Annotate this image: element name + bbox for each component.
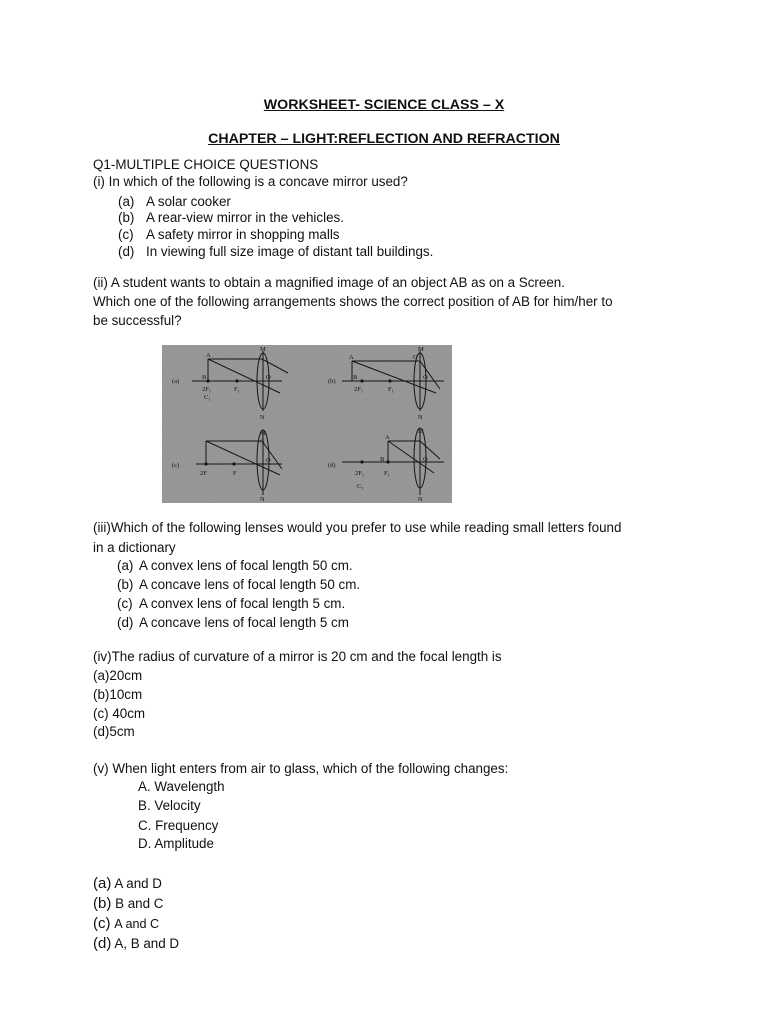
- label-d-B: B: [380, 456, 385, 463]
- panel-d-tag: (d): [328, 462, 336, 469]
- panel-c-tag: (c): [172, 462, 180, 469]
- q5-item-d: D. Amplitude: [138, 836, 214, 851]
- label-a-M: M: [260, 346, 266, 353]
- q5-answer-d: (d) A, B and D: [93, 935, 180, 952]
- label-d-N: N: [418, 496, 423, 503]
- label-a-O: O: [266, 374, 271, 381]
- label-c-M: M: [260, 430, 266, 437]
- q5-answer-a: (a) A and D: [93, 875, 162, 892]
- section-heading: Q1-MULTIPLE CHOICE QUESTIONS: [93, 157, 319, 172]
- label-b-2F1: 2F₁: [354, 386, 364, 393]
- panel-a-tag: (a): [172, 378, 180, 385]
- label-d-A: A: [385, 434, 390, 441]
- label-c-O: O: [266, 457, 271, 464]
- label-a-B: B: [202, 374, 207, 381]
- question-5-stem: (v) When light enters from air to glass, which of the following changes:: [93, 761, 509, 776]
- label-b-B: B: [353, 374, 358, 381]
- label-b-F1: F₁: [388, 386, 394, 393]
- ray-diagram-figure: [162, 345, 452, 503]
- label-b-C: C: [413, 354, 418, 361]
- q3-option-a: (a) A convex lens of focal length 50 cm.: [117, 558, 353, 573]
- label-b-O: O: [423, 374, 428, 381]
- label-a-C1: C₁: [204, 394, 211, 401]
- q5-answer-b: (b) B and C: [93, 895, 164, 912]
- panel-b-tag: (b): [328, 378, 336, 385]
- label-d-2F1: 2F₁: [355, 470, 365, 477]
- q4-option-d: (d)5cm: [93, 724, 135, 739]
- label-c-N: N: [260, 496, 265, 503]
- label-a-2F1: 2F₁: [202, 386, 212, 393]
- label-d-C1: C₁: [357, 483, 364, 490]
- q1-option-d: (d) In viewing full size image of distant tall buildings.: [118, 244, 434, 259]
- question-1-stem: (i) In which of the following is a concave mirror used?: [93, 174, 408, 189]
- ray-diagram-svg: [162, 345, 452, 503]
- q5-item-a: A. Wavelength: [138, 779, 225, 794]
- q5-answer-c: (c) A and C: [93, 915, 160, 932]
- q1-option-c: (c) A safety mirror in shopping malls: [118, 227, 340, 242]
- q3-option-d: (d) A concave lens of focal length 5 cm: [117, 615, 349, 630]
- label-b-N: N: [418, 414, 423, 421]
- label-b-M: M: [418, 346, 424, 353]
- label-d-M: M: [418, 428, 424, 435]
- label-d-F1: F₁: [384, 470, 390, 477]
- label-a-F1: F₁: [234, 386, 240, 393]
- q3-option-c: (c) A convex lens of focal length 5 cm.: [117, 596, 346, 611]
- q1-option-b: (b) A rear-view mirror in the vehicles.: [118, 210, 344, 225]
- label-c-F: F: [233, 470, 237, 477]
- question-3-line-1: (iii)Which of the following lenses would you prefer to use while reading small letters found: [93, 520, 622, 535]
- label-c-A: A: [260, 438, 265, 445]
- question-3-line-2: in a dictionary: [93, 540, 176, 555]
- question-2-line-3: be successful?: [93, 313, 182, 328]
- q5-item-c: C. Frequency: [138, 818, 219, 833]
- q4-option-c: (c) 40cm: [93, 706, 146, 721]
- question-2-line-1: (ii) A student wants to obtain a magnified image of an object AB as on a Screen.: [93, 275, 565, 290]
- label-a-N: N: [260, 414, 265, 421]
- label-b-A: A: [349, 354, 354, 361]
- label-d-O: O: [423, 456, 428, 463]
- chapter-title: CHAPTER – LIGHT:REFLECTION AND REFRACTION: [208, 131, 560, 147]
- question-4-stem: (iv)The radius of curvature of a mirror is 20 cm and the focal length is: [93, 649, 502, 664]
- q3-option-b: (b) A concave lens of focal length 50 cm.: [117, 577, 361, 592]
- question-2-line-2: Which one of the following arrangements shows the correct position of AB for him/her to: [93, 294, 613, 309]
- q5-item-b: B. Velocity: [138, 798, 201, 813]
- label-c-2F: 2F: [200, 470, 207, 477]
- q1-option-a: (a) A solar cooker: [118, 194, 231, 209]
- label-a-A: A: [206, 352, 211, 359]
- worksheet-title: WORKSHEET- SCIENCE CLASS – X: [263, 97, 505, 113]
- q4-option-b: (b)10cm: [93, 687, 143, 702]
- q4-option-a: (a)20cm: [93, 668, 143, 683]
